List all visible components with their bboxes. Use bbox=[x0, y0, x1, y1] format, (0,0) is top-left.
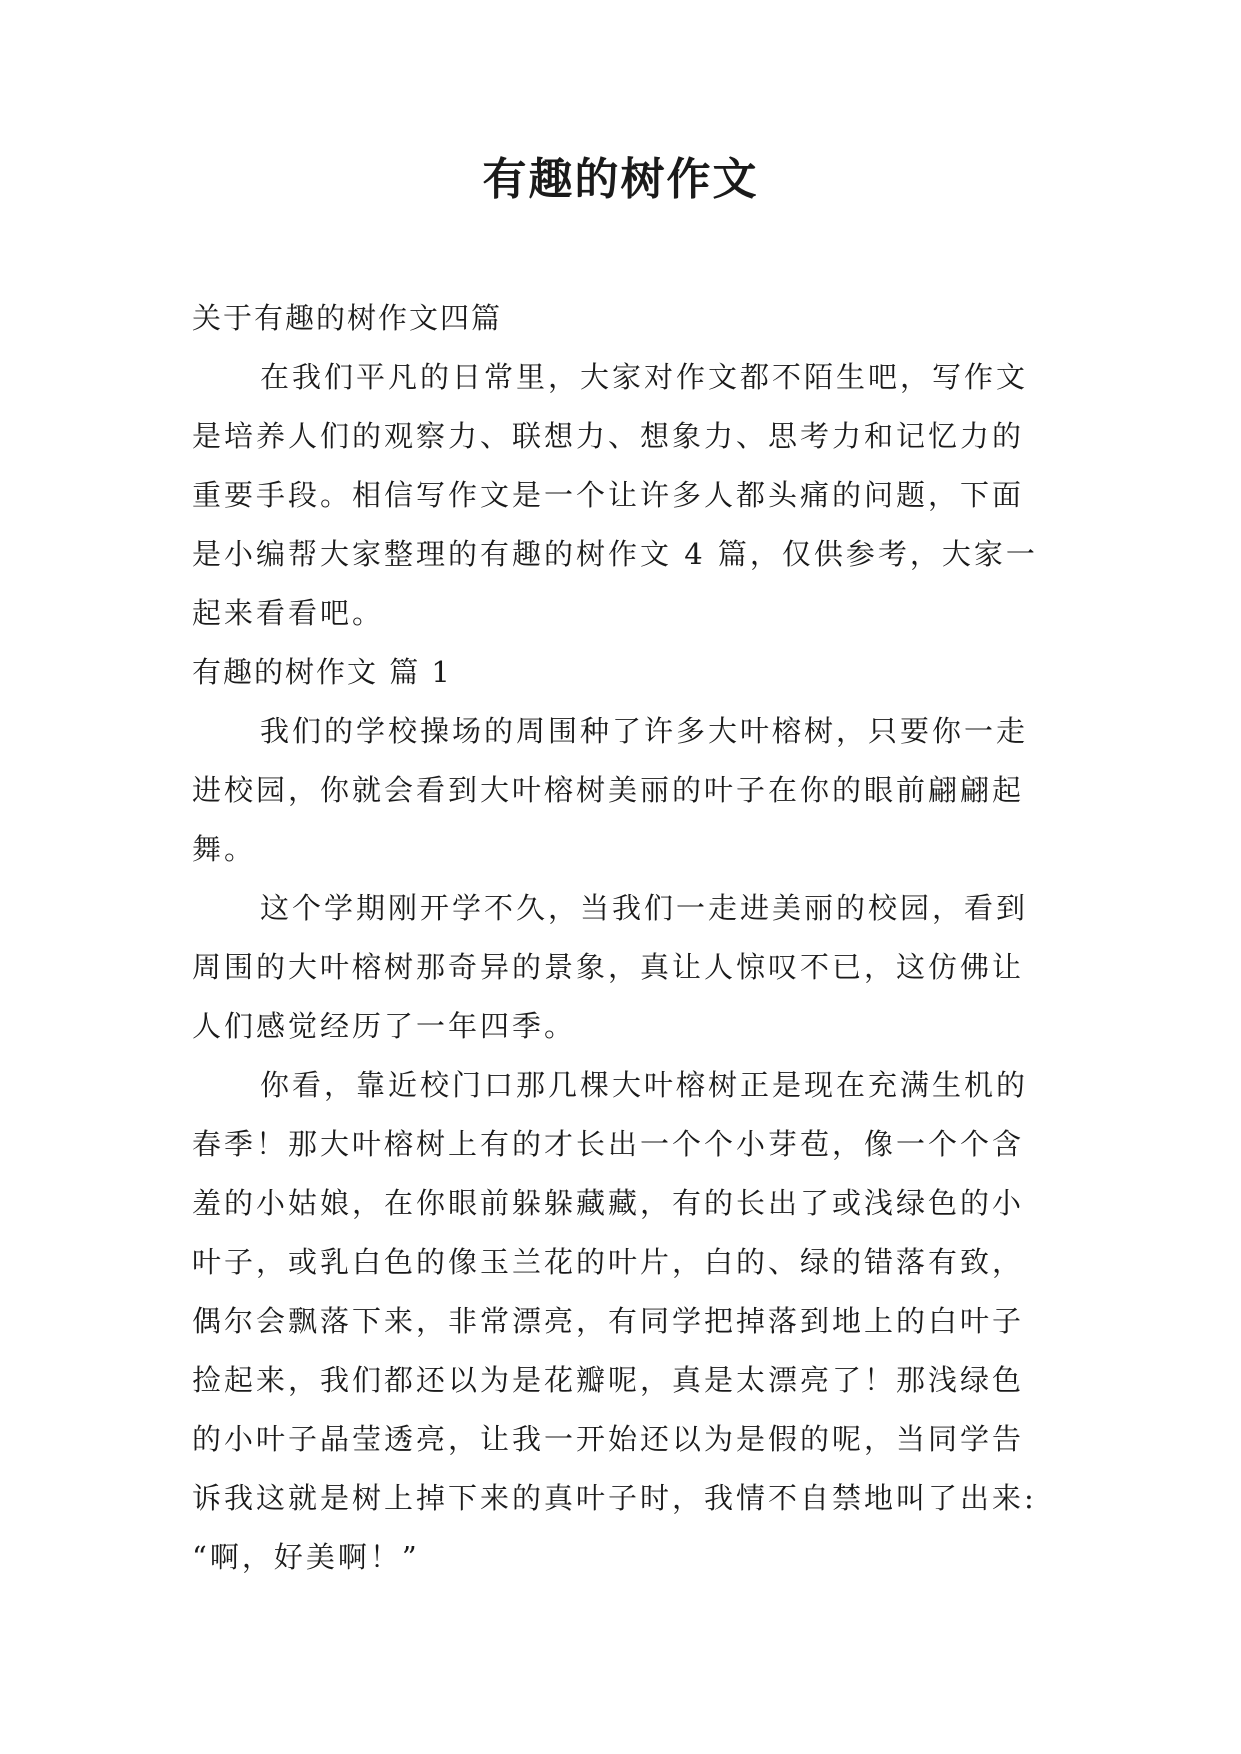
paragraph-line: 舞。 bbox=[192, 832, 257, 866]
paragraph-line: 诉我这就是树上掉下来的真叶子时，我情不自禁地叫了出来: bbox=[192, 1481, 1037, 1515]
paragraph-line: 叶子，或乳白色的像玉兰花的叶片，白的、绿的错落有致， bbox=[192, 1245, 1025, 1279]
document-title: 有趣的树作文 bbox=[482, 154, 759, 205]
paragraph-line: 重要手段。相信写作文是一个让许多人都头痛的问题，下面 bbox=[192, 478, 1025, 512]
paragraph-line: 的小叶子晶莹透亮，让我一开始还以为是假的呢，当同学告 bbox=[192, 1422, 1025, 1456]
paragraph-line: 是培养人们的观察力、联想力、想象力、思考力和记忆力的 bbox=[192, 419, 1025, 453]
paragraph-line: 起来看看吧。 bbox=[192, 596, 385, 630]
paragraph-line: 周围的大叶榕树那奇异的景象，真让人惊叹不已，这仿佛让 bbox=[192, 950, 1025, 984]
paragraph-line: 是小编帮大家整理的有趣的树作文 4 篇，仅供参考，大家一 bbox=[192, 537, 1038, 571]
paragraph-line: 我们的学校操场的周围种了许多大叶榕树，只要你一走 bbox=[260, 714, 1029, 748]
paragraph-line: 人们感觉经历了一年四季。 bbox=[192, 1009, 577, 1043]
section-heading: 有趣的树作文 篇 1 bbox=[192, 655, 452, 689]
paragraph-line: 进校园，你就会看到大叶榕树美丽的叶子在你的眼前翩翩起 bbox=[192, 773, 1025, 807]
paragraph-line: 春季！那大叶榕树上有的才长出一个个小芽苞，像一个个含 bbox=[192, 1127, 1025, 1161]
document-body bbox=[192, 289, 1062, 1587]
paragraph-line: 在我们平凡的日常里，大家对作文都不陌生吧，写作文 bbox=[260, 360, 1029, 394]
section-heading: 关于有趣的树作文四篇 bbox=[192, 301, 503, 335]
paragraph-line: “啊，好美啊！” bbox=[192, 1540, 420, 1574]
paragraph-line: 偶尔会飘落下来，非常漂亮，有同学把掉落到地上的白叶子 bbox=[192, 1304, 1025, 1338]
paragraph-line: 你看，靠近校门口那几棵大叶榕树正是现在充满生机的 bbox=[260, 1068, 1029, 1102]
paragraph-line: 这个学期刚开学不久，当我们一走进美丽的校园，看到 bbox=[260, 891, 1029, 925]
paragraph-line: 捡起来，我们都还以为是花瓣呢，真是太漂亮了！那浅绿色 bbox=[192, 1363, 1025, 1397]
paragraph-line: 羞的小姑娘，在你眼前躲躲藏藏，有的长出了或浅绿色的小 bbox=[192, 1186, 1025, 1220]
